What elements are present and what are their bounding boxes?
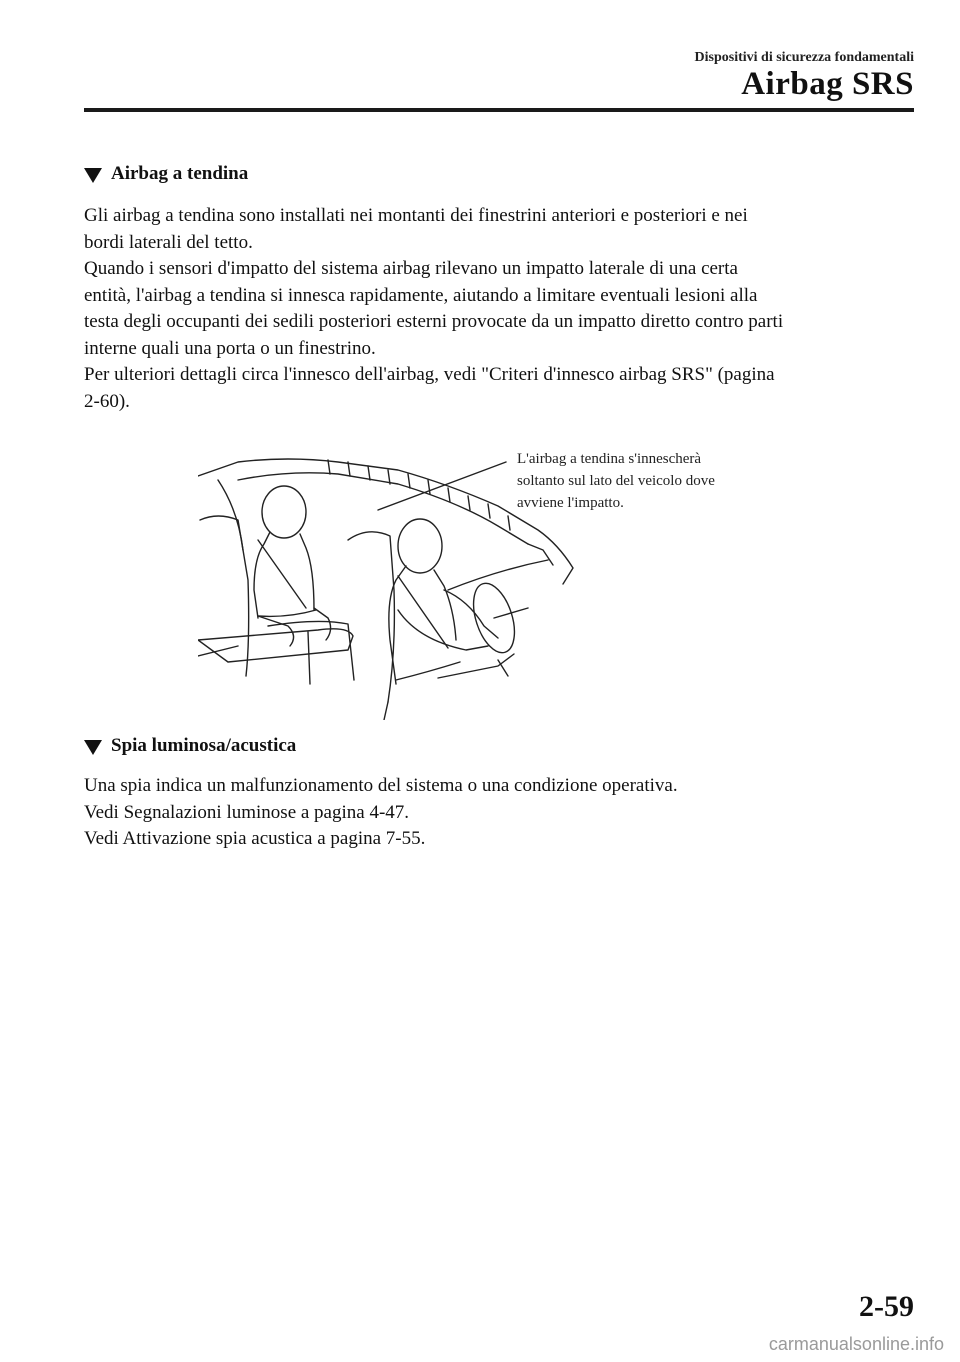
driver-head bbox=[398, 519, 442, 573]
text-line: Per ulteriori dettagli circa l'innesco dell'airbag, vedi "Criteri d'innesco airbag SRS" (pagina bbox=[84, 364, 775, 385]
front-seat-base bbox=[384, 702, 388, 720]
floor-line bbox=[438, 654, 514, 678]
section1-paragraph bbox=[84, 203, 914, 415]
callout-line: soltanto sul lato del veicolo dove bbox=[517, 473, 715, 489]
text-line: Quando i sensori d'impatto del sistema airbag rilevano un impatto laterale di una certa bbox=[84, 258, 738, 279]
running-header-section: Dispositivi di sicurezza fondamentali bbox=[694, 50, 914, 65]
dashboard-line bbox=[448, 560, 548, 590]
section-heading-text: Airbag a tendina bbox=[111, 163, 249, 184]
page-number: 2-59 bbox=[859, 1290, 914, 1323]
text-line: Vedi Attivazione spia acustica a pagina 7-55. bbox=[84, 828, 426, 849]
section-heading-text: Spia luminosa/acustica bbox=[111, 735, 297, 756]
driver-seatbelt-shoulder bbox=[398, 576, 448, 648]
driver-seatbelt-lap bbox=[396, 662, 460, 680]
rear-seatbelt-shoulder bbox=[258, 540, 306, 608]
triangle-bullet-icon bbox=[84, 168, 102, 183]
text-line: interne quali una porta o un finestrino. bbox=[84, 337, 376, 359]
callout-line: avviene l'impatto. bbox=[517, 495, 624, 511]
rear-passenger-arms bbox=[258, 608, 331, 646]
section-heading-spia bbox=[84, 735, 296, 757]
text-line: entità, l'airbag a tendina si innesca rapidamente, aiutando a limitare eventuali lesioni alla bbox=[84, 284, 758, 306]
text-line: Gli airbag a tendina sono installati nei montanti dei finestrini anteriori e posteriori e nei bbox=[84, 205, 748, 226]
rear-seatback bbox=[200, 516, 249, 676]
watermark: carmanualsonline.info bbox=[768, 1334, 944, 1354]
rear-seatbelt-lap bbox=[258, 610, 316, 616]
callout-line: L'airbag a tendina s'innescherà bbox=[517, 451, 702, 467]
text-line: testa degli occupanti dei sedili posteriori esterni provocate da un impatto diretto contro parti bbox=[84, 311, 784, 332]
section2-paragraph bbox=[84, 773, 914, 853]
rear-passenger-torso bbox=[254, 532, 314, 618]
text-line: Una spia indica un malfunzionamento del sistema o una condizione operativa. bbox=[84, 775, 678, 796]
rear-passenger-head bbox=[262, 486, 306, 538]
text-line: bordi laterali del tetto. bbox=[84, 231, 253, 253]
running-header-title: Airbag SRS bbox=[741, 66, 914, 102]
front-seatback bbox=[348, 532, 394, 702]
text-line: 2-60). bbox=[84, 390, 130, 412]
figure-callout bbox=[517, 448, 777, 514]
rear-pillar bbox=[218, 480, 243, 550]
triangle-bullet-icon bbox=[84, 740, 102, 755]
section-heading-airbag-tendina bbox=[84, 163, 248, 185]
header-divider bbox=[84, 108, 914, 112]
text-line: Vedi Segnalazioni luminose a pagina 4-47. bbox=[84, 801, 410, 823]
